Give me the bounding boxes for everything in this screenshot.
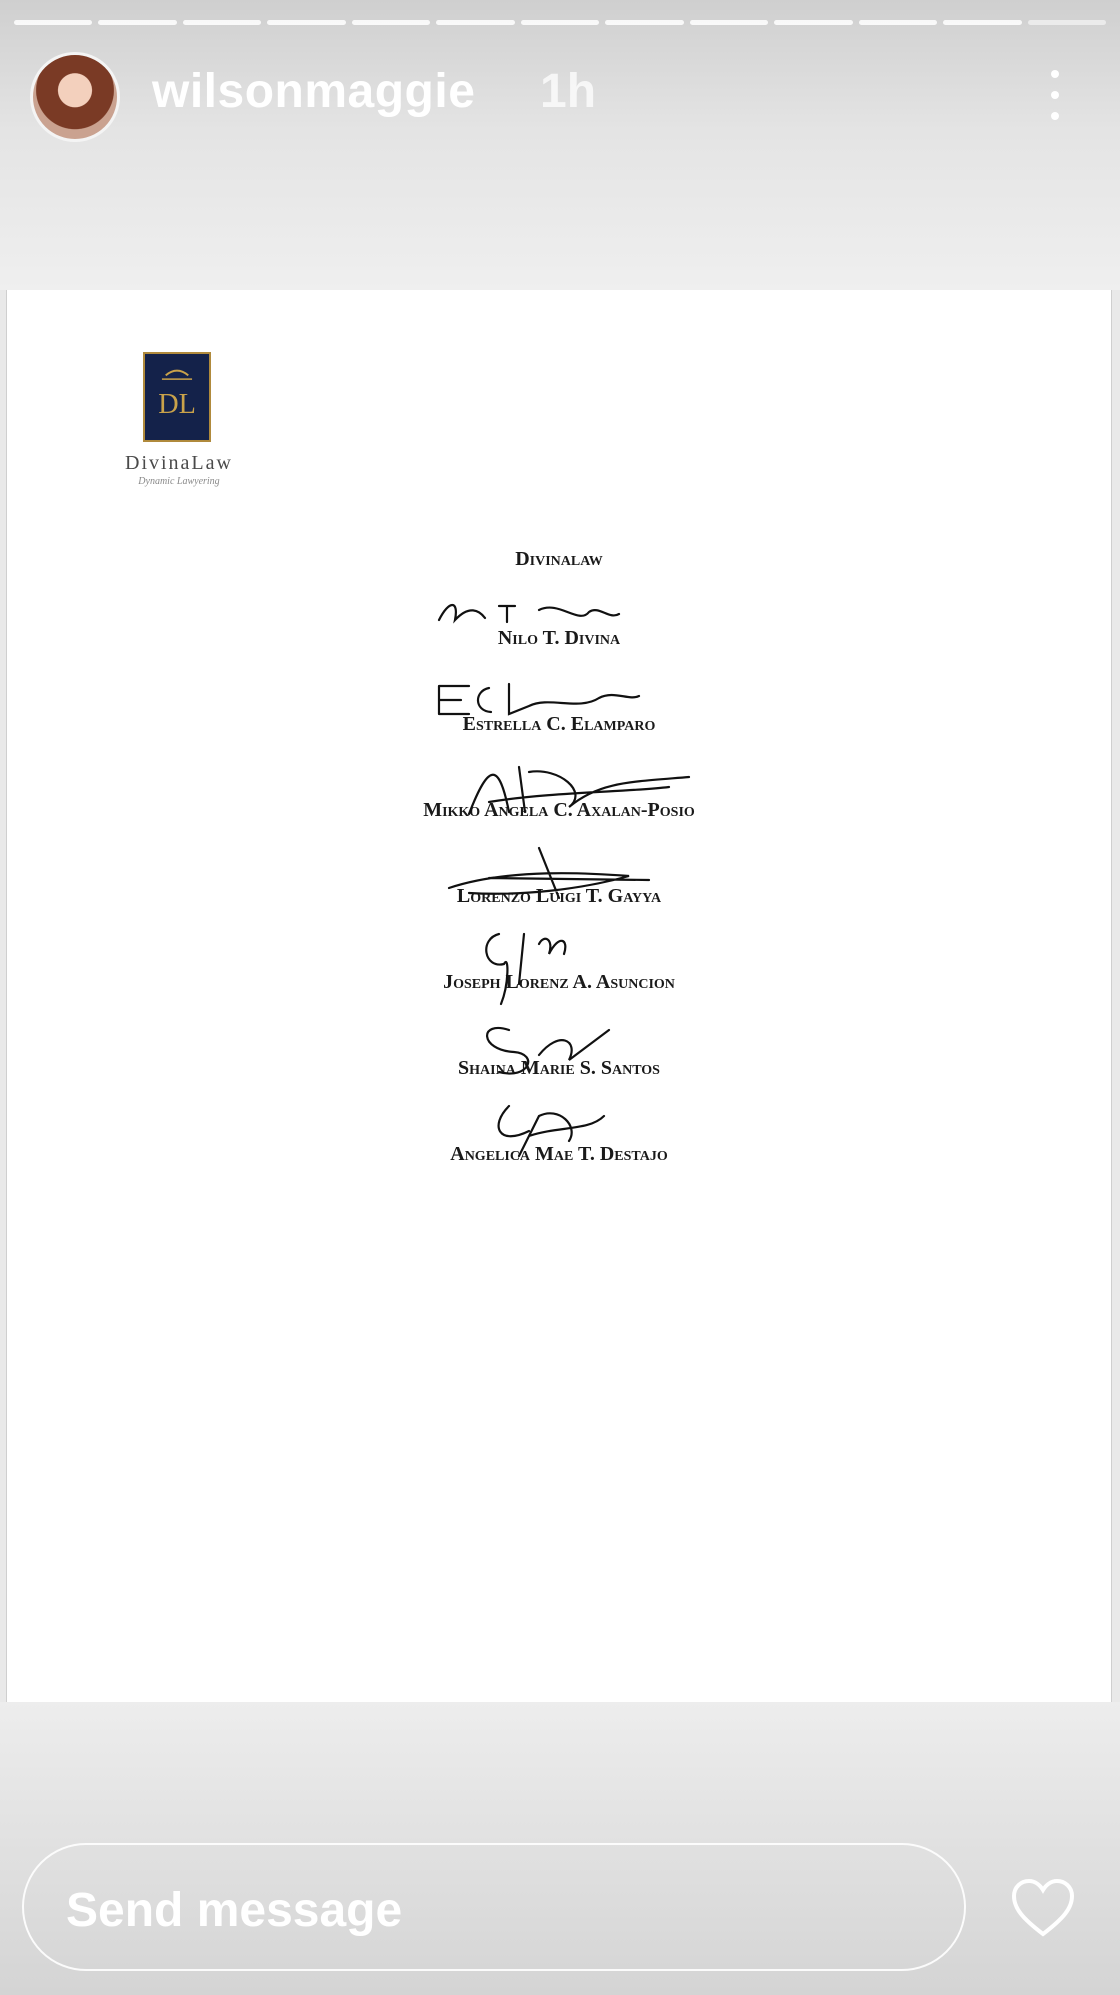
post-time: 1h (540, 65, 597, 118)
progress-segment (267, 20, 345, 25)
signatory-name: Estrella C. Elamparo (462, 713, 656, 735)
handwritten-signature-icon (429, 1096, 689, 1176)
signatory-name: Angelica Mae T. Destajo (450, 1143, 668, 1165)
progress-segment (521, 20, 599, 25)
story-progress-bar (14, 20, 1106, 26)
handwritten-signature-icon (429, 752, 689, 832)
handwritten-signature-icon (429, 580, 689, 660)
handwritten-signature-icon (429, 666, 689, 746)
handwritten-signature-icon (429, 1010, 689, 1090)
signatory-name: Shaina Marie S. Santos (458, 1057, 660, 1079)
firm-heading: Divinalaw (515, 548, 603, 570)
signature-block (7, 1096, 1111, 1166)
progress-segment (98, 20, 176, 25)
vertical-ellipsis-icon[interactable] (1040, 70, 1070, 120)
progress-segment (943, 20, 1021, 25)
avatar[interactable] (30, 52, 120, 142)
signature-block (7, 752, 1111, 822)
signature-block (7, 1010, 1111, 1080)
send-message-input[interactable] (22, 1843, 966, 1971)
progress-segment (14, 20, 92, 25)
progress-segment (183, 20, 261, 25)
signature-block (7, 666, 1111, 736)
handwritten-signature-icon (429, 838, 689, 918)
logo-wordmark: DivinaLaw (125, 452, 233, 474)
progress-segment (352, 20, 430, 25)
send-message-placeholder: Send message (66, 1884, 403, 1937)
logo-monogram: DL (158, 389, 196, 420)
progress-segment (690, 20, 768, 25)
progress-segment (859, 20, 937, 25)
document-page (6, 290, 1112, 1702)
heart-icon[interactable] (1010, 1878, 1076, 1938)
signatory-name: Joseph Lorenz A. Asuncion (443, 971, 675, 993)
signatory-name: Mikko Angela C. Axalan-Posio (423, 799, 695, 821)
signature-block (7, 580, 1111, 650)
signatory-name: Nilo T. Divina (497, 627, 621, 649)
logo-tagline: Dynamic Lawyering (138, 476, 220, 487)
signature-block (7, 838, 1111, 908)
handwritten-signature-icon (429, 924, 689, 1004)
progress-segment (774, 20, 852, 25)
signatory-name: Lorenzo Luigi T. Gayya (456, 885, 662, 907)
progress-segment (605, 20, 683, 25)
progress-segment (436, 20, 514, 25)
law-firm-logo-icon (143, 352, 211, 442)
progress-segment (1028, 20, 1106, 25)
signature-block (7, 924, 1111, 994)
username[interactable]: wilsonmaggie (152, 65, 476, 118)
story-header (0, 0, 1120, 290)
